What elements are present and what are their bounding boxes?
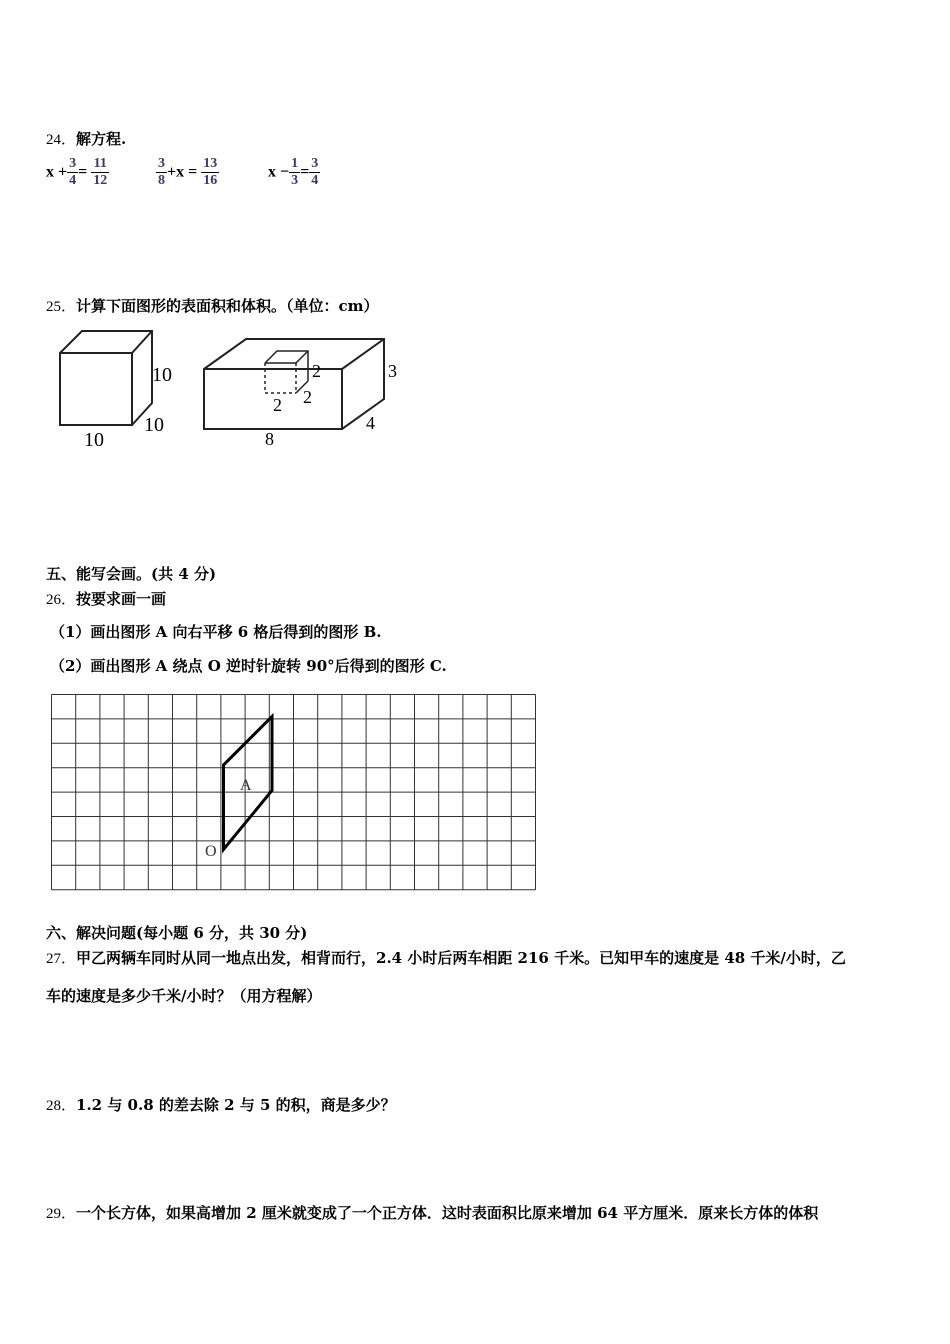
point-o-label: O [205, 843, 217, 860]
shape-a-label: A [240, 777, 252, 794]
q27-line-2: 车的速度是多少千米/小时？（用方程解） [46, 987, 322, 1005]
cuboid-label-width: 4 [366, 413, 375, 433]
small-cube-label-h: 2 [312, 361, 321, 381]
q27-line-1: 27．甲乙两辆车同时从同一地点出发，相背而行，2.4 小时后两车相距 216 千米。已知甲车的速度是 48 千米/小时，乙 [46, 949, 846, 967]
solid-figures [40, 325, 440, 455]
cuboid-label-length: 8 [265, 429, 274, 449]
q24-heading [46, 128, 126, 149]
cuboid-figure [204, 339, 384, 429]
fraction: $\frac{11}{12}$ [93, 156, 108, 188]
fraction: $\frac{3}{8}$ [158, 156, 165, 188]
small-cube-label-d: 2 [303, 387, 312, 407]
cuboid-label-height: 3 [388, 361, 397, 381]
q26-heading: 26．按要求画一画 [46, 590, 167, 608]
question-title: 解方程. [76, 130, 127, 148]
grid-lines [52, 695, 536, 890]
fraction: $\frac{1}{3}$ [291, 156, 299, 188]
drawing-grid [50, 692, 536, 894]
fraction: $\frac{3}{4}$ [69, 156, 77, 188]
cube-label-depth: 10 [144, 414, 164, 436]
small-cube-label-w: 2 [273, 395, 282, 415]
equation-1: x + $\frac{3}{4}$ = $\frac{11}{12}$ [46, 156, 108, 188]
q29: 29．一个长方体，如果高增加 2 厘米就变成了一个正方体．这时表面积比原来增加 64 平方厘米．原来长方体的体积 [46, 1204, 819, 1222]
fraction: $\frac{3}{4}$ [311, 156, 319, 188]
section-six-title: 六、解决问题(每小题 6 分，共 30 分) [46, 924, 308, 942]
cube-label-height: 10 [152, 364, 172, 386]
equation-3: x − $\frac{1}{3}$ = $\frac{3}{4}$ [268, 156, 319, 188]
q26-part-1: （1）画出图形 A 向右平移 6 格后得到的图形 B. [50, 623, 382, 641]
question-title: 按要求画一画 [76, 590, 167, 608]
cube-figure [60, 331, 152, 425]
section-five-title: 五、能写会画。(共 4 分) [46, 565, 217, 583]
q26-part-2: （2）画出图形 A 绕点 O 逆时针旋转 90°后得到的图形 C. [50, 657, 447, 675]
small-cube-figure [265, 351, 308, 393]
question-title: 计算下面图形的表面积和体积。（单位：cm） [76, 297, 379, 315]
cube-label-length: 10 [84, 429, 104, 451]
question-number: 24． [46, 132, 77, 148]
equation-2: $\frac{3}{8}$ +x = $\frac{13}{16}$ [158, 156, 218, 188]
q28: 28．1.2 与 0.8 的差去除 2 与 5 的积，商是多少？ [46, 1096, 396, 1114]
q25-heading: 25．计算下面图形的表面积和体积。（单位：cm） [46, 297, 379, 315]
fraction: $\frac{13}{16}$ [203, 156, 218, 188]
